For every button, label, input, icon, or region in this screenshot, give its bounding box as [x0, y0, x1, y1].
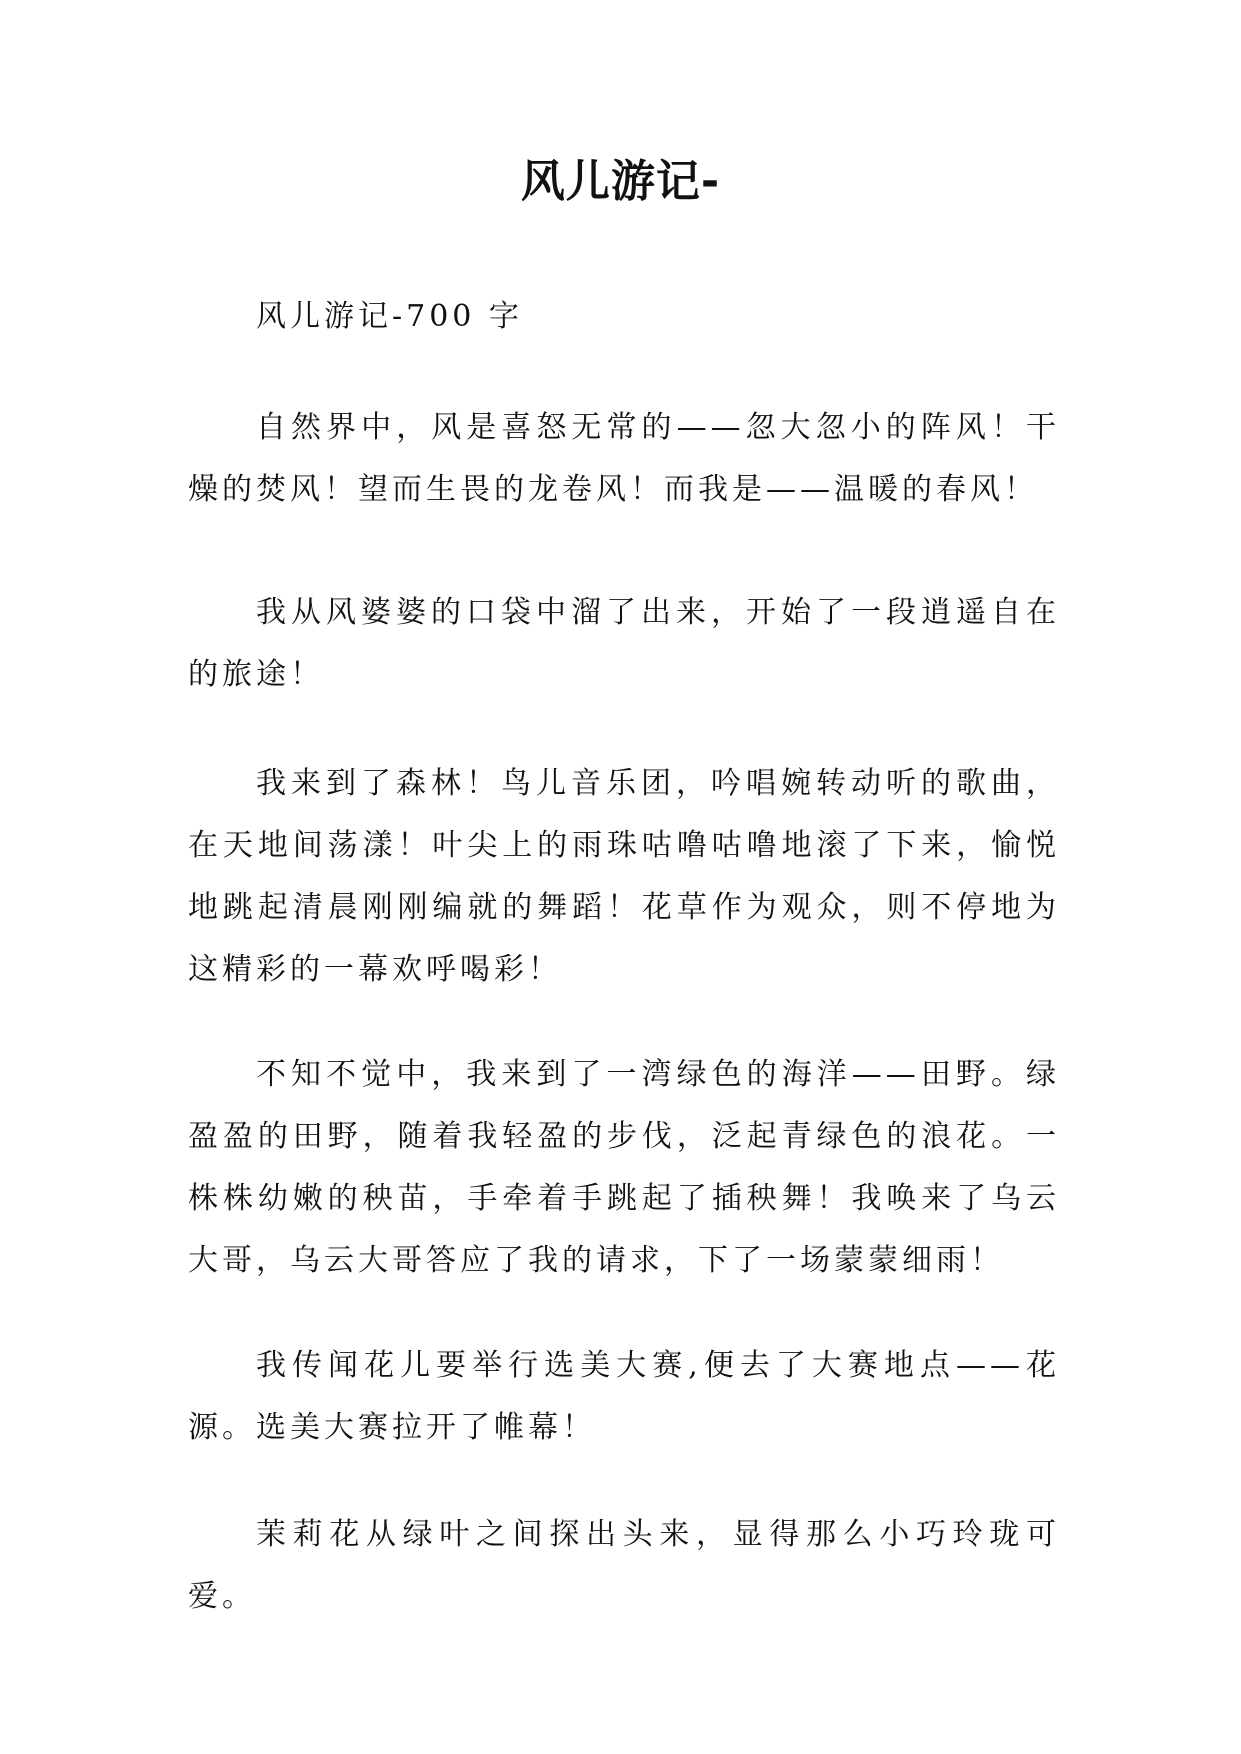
paragraph-6: 茉莉花从绿叶之间探出头来，显得那么小巧玲珑可爱。 — [188, 1517, 1060, 1614]
page-title: 风儿游记- — [520, 156, 721, 207]
subtitle-line: 风儿游记-700 字 — [256, 299, 523, 334]
paragraph-3: 我来到了森林！鸟儿音乐团，吟唱婉转动听的歌曲，在天地间荡漾！叶尖上的雨珠咕噜咕噜地滚了下来，愉悦地跳起清晨刚刚编就的舞蹈！花草作为观众，则不停地为这精彩的一幕欢呼喝彩！ — [188, 766, 1060, 987]
paragraph-2: 我从风婆婆的口袋中溜了出来，开始了一段逍遥自在的旅途！ — [188, 595, 1060, 692]
paragraph-4: 不知不觉中，我来到了一湾绿色的海洋——田野。绿盈盈的田野，随着我轻盈的步伐，泛起青绿色的浪花。一株株幼嫩的秧苗，手牵着手跳起了插秧舞！我唤来了乌云大哥，乌云大哥答应了我的请求，下了一场蒙蒙细雨！ — [188, 1057, 1060, 1278]
paragraph-1: 自然界中，风是喜怒无常的——忽大忽小的阵风！干燥的焚风！望而生畏的龙卷风！而我是——温暖的春风！ — [188, 410, 1060, 507]
paragraph-5: 我传闻花儿要举行选美大赛,便去了大赛地点——花源。选美大赛拉开了帷幕！ — [188, 1348, 1060, 1445]
